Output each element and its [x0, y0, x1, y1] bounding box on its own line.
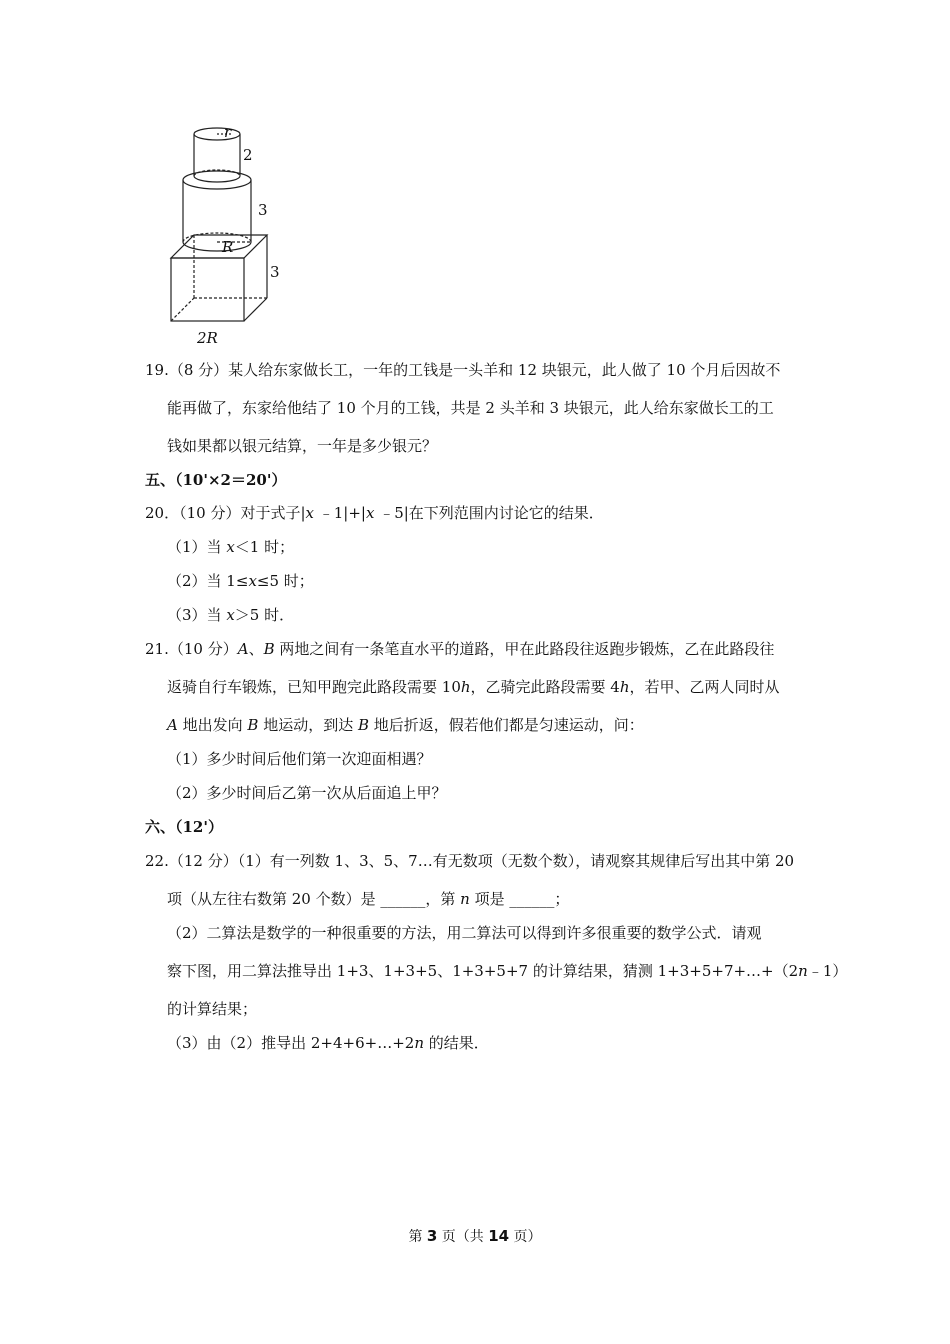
- q21-part-1: （1）多少时间后他们第一次迎面相遇？: [167, 750, 432, 768]
- q22-line-3: （2）二算法是数学的一种很重要的方法，用二算法可以得到许多很重要的数学公式．请观: [167, 924, 762, 942]
- q20-part-3: （3）当 x＞5 时．: [167, 606, 295, 624]
- q22-line-4: 察下图，用二算法推导出 1+3、1+3+5、1+3+5+7 的计算结果，猜测 1+3+5+7+…+（2n﹣1）: [167, 962, 848, 980]
- q22-line-2: 项（从左往右数第 20 个数）是 ______，第 n 项是 ______；: [167, 890, 570, 908]
- q20-part-1: （1）当 x＜1 时；: [167, 538, 295, 556]
- mid-cylinder-top: [183, 171, 251, 189]
- label-cube-base: 2R: [197, 329, 218, 347]
- label-large-radius: R: [222, 238, 234, 256]
- q22-line-5: 的计算结果；: [167, 1000, 258, 1018]
- cube-hidden-diagonal: [171, 298, 194, 321]
- label-mid-height: 3: [258, 201, 268, 219]
- mid-cylinder-base-hidden: [183, 233, 251, 242]
- cube-top-face: [171, 235, 267, 258]
- q21-line-3: A 地出发向 B 地运动，到达 B 地后折返，假若他们都是匀速运动，问：: [167, 716, 644, 734]
- section-5-heading: 五、（10'×2＝20'）: [145, 471, 287, 489]
- q20-part-2: （2）当 1≤x≤5 时；: [167, 572, 314, 590]
- cube-right-bottom-edge: [244, 298, 267, 321]
- q22-line-1: 22.（12 分）（1）有一列数 1、3、5、7…有无数项（无数个数），请观察其规律后写出其中第 20: [145, 852, 795, 870]
- q19-line-1: 19.（8 分）某人给东家做长工，一年的工钱是一头羊和 12 块银元，此人做了 10 个月后因故不: [145, 361, 781, 379]
- q21-line-2: 返骑自行车锻炼，已知甲跑完此路段需要 10h，乙骑完此路段需要 4h，若甲、乙两人同时从: [167, 678, 780, 696]
- label-small-radius: r: [224, 123, 232, 141]
- total-page-count: 14: [488, 1227, 510, 1245]
- q20-stem: 20．（10 分）对于式子|x ﹣1|+|x ﹣5|在下列范围内讨论它的结果．: [145, 504, 604, 522]
- cube-front-face: [171, 258, 244, 321]
- q22-line-6: （3）由（2）推导出 2+4+6+…+2n 的结果．: [167, 1034, 489, 1052]
- label-small-height: 2: [243, 146, 253, 164]
- q19-line-3: 钱如果都以银元结算，一年是多少银元？: [167, 437, 438, 455]
- page-footer: 第 3 页（共 14 页）: [408, 1227, 542, 1245]
- q21-part-2: （2）多少时间后乙第一次从后面追上甲？: [167, 784, 447, 802]
- mid-cylinder-base: [183, 242, 251, 251]
- current-page-number: 3: [426, 1227, 438, 1245]
- q19-line-2: 能再做了，东家给他结了 10 个月的工钱，共是 2 头羊和 3 块银元，此人给东家做长工的工: [167, 399, 774, 417]
- q21-line-1: 21.（10 分）A、B 两地之间有一条笔直水平的道路，甲在此路段往返跑步锻炼，乙在此路段往: [145, 640, 775, 658]
- label-cube-height: 3: [270, 263, 280, 281]
- small-cylinder-base: [194, 176, 240, 182]
- geometry-figure: [160, 118, 290, 353]
- section-6-heading: 六、（12'）: [145, 818, 223, 836]
